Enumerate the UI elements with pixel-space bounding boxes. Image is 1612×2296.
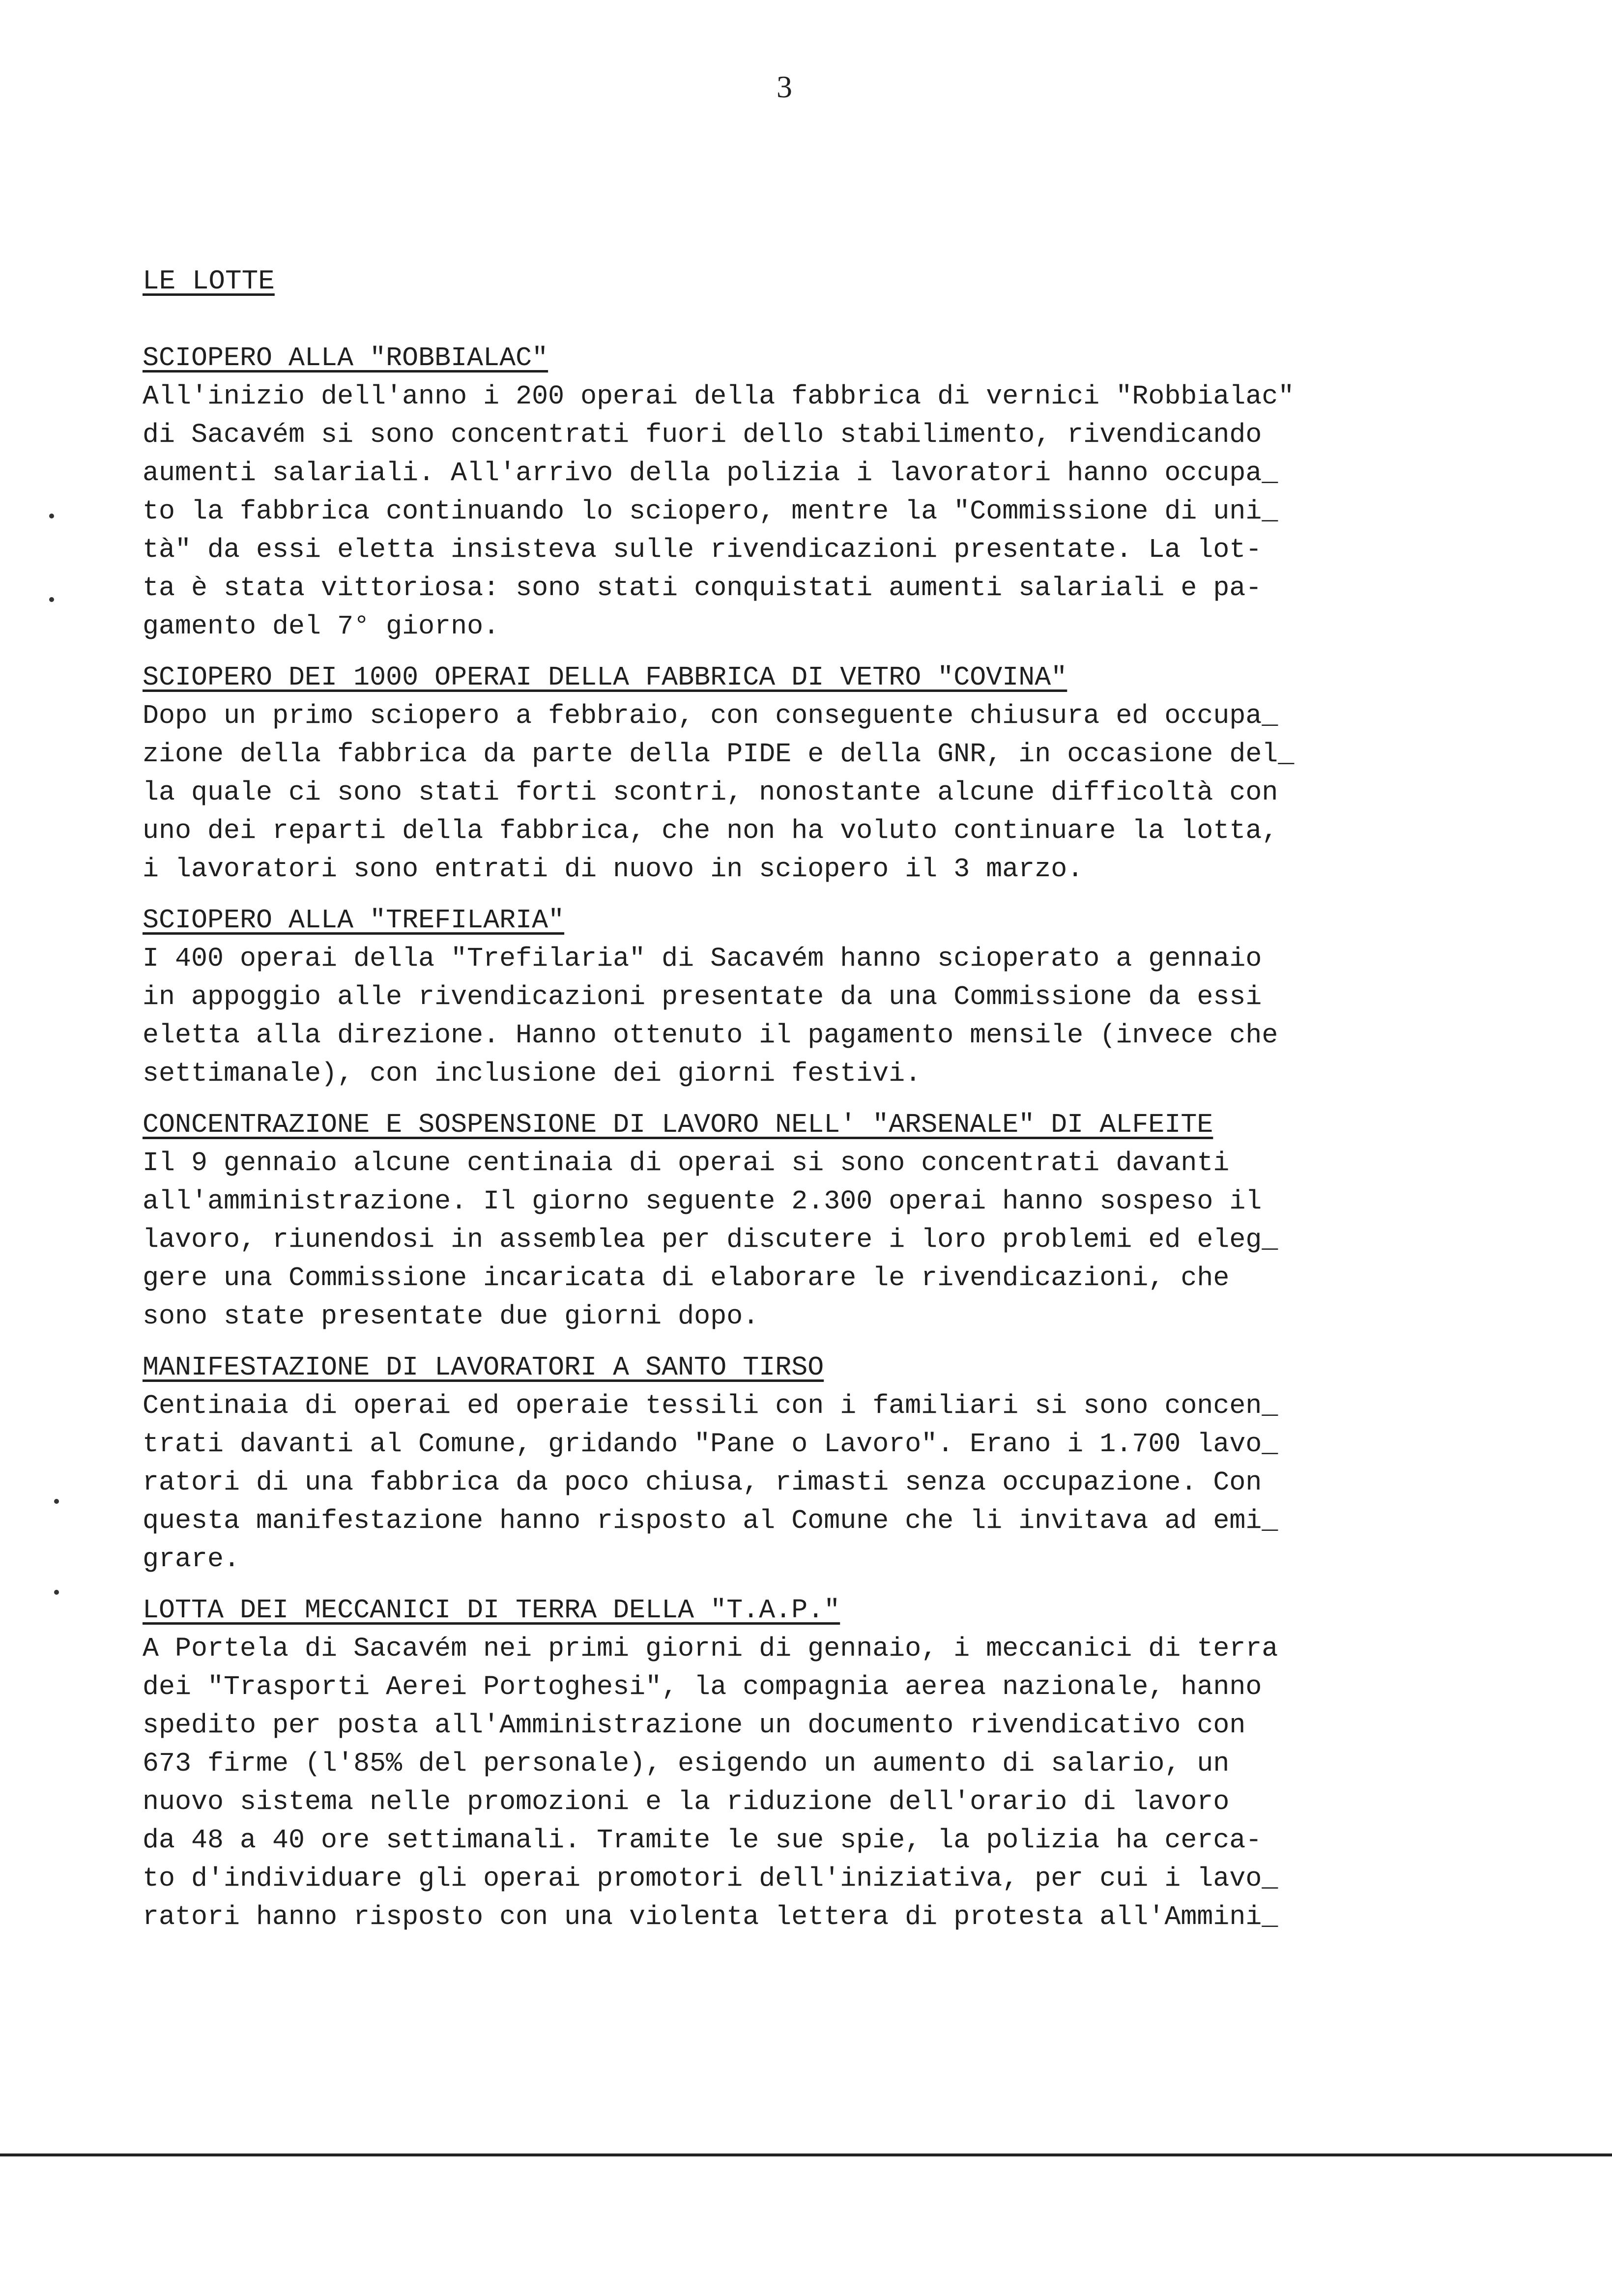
article-line: settimanale), con inclusione dei giorni festivi. bbox=[143, 1058, 921, 1089]
margin-mark bbox=[49, 597, 54, 602]
article-line: ta è stata vittoriosa: sono stati conquistati aumenti salariali e pa- bbox=[143, 573, 1262, 603]
section-header: LE LOTTE bbox=[143, 265, 275, 297]
article-line: lavoro, riunendosi in assemblea per discutere i loro problemi ed eleg_ bbox=[143, 1224, 1278, 1255]
article-title: CONCENTRAZIONE E SOSPENSIONE DI LAVORO NELL' "ARSENALE" DI ALFEITE bbox=[143, 1109, 1213, 1140]
article-line: uno dei reparti della fabbrica, che non ha voluto continuare la lotta, bbox=[143, 815, 1278, 846]
article-line: questa manifestazione hanno risposto al Comune che li invitava ad emi_ bbox=[143, 1505, 1278, 1536]
article-line: spedito per posta all'Amministrazione un documento rivendicativo con bbox=[143, 1710, 1246, 1741]
article-line: dei "Trasporti Aerei Portoghesi", la compagnia aerea nazionale, hanno bbox=[143, 1671, 1262, 1702]
article-line: grare. bbox=[143, 1544, 240, 1575]
article-line: la quale ci sono stati forti scontri, nonostante alcune difficoltà con bbox=[143, 777, 1278, 808]
article-line: sono state presentate due giorni dopo. bbox=[143, 1301, 759, 1332]
article-line: da 48 a 40 ore settimanali. Tramite le sue spie, la polizia ha cerca- bbox=[143, 1825, 1262, 1856]
article-line: i lavoratori sono entrati di nuovo in sciopero il 3 marzo. bbox=[143, 854, 1084, 885]
article-line: in appoggio alle rivendicazioni presentate da una Commissione da essi bbox=[143, 981, 1262, 1012]
article-line: tà" da essi eletta insisteva sulle rivendicazioni presentate. La lot- bbox=[143, 534, 1262, 565]
article-tap bbox=[143, 1591, 1558, 1936]
article-title: LOTTA DEI MECCANICI DI TERRA DELLA "T.A.P." bbox=[143, 1595, 840, 1626]
article-line: 673 firme (l'85% del personale), esigendo un aumento di salario, un bbox=[143, 1748, 1230, 1779]
article-line: I 400 operai della "Trefilaria" di Sacavém hanno scioperato a gennaio bbox=[143, 943, 1262, 974]
article-title: SCIOPERO ALLA "TREFILARIA" bbox=[143, 905, 565, 936]
article-robbialac bbox=[143, 339, 1558, 646]
margin-mark bbox=[54, 1499, 59, 1504]
article-line: all'amministrazione. Il giorno seguente 2.300 operai hanno sospeso il bbox=[143, 1186, 1262, 1217]
article-line: eletta alla direzione. Hanno ottenuto il pagamento mensile (invece che bbox=[143, 1020, 1278, 1051]
article-line: di Sacavém si sono concentrati fuori dello stabilimento, rivendicando bbox=[143, 419, 1262, 450]
article-line: Dopo un primo sciopero a febbraio, con conseguente chiusura ed occupa_ bbox=[143, 700, 1278, 731]
article-line: zione della fabbrica da parte della PIDE e della GNR, in occasione del_ bbox=[143, 739, 1295, 770]
article-trefilaria bbox=[143, 901, 1558, 1093]
article-santo-tirso bbox=[143, 1349, 1558, 1578]
article-covina bbox=[143, 659, 1558, 889]
article-title: MANIFESTAZIONE DI LAVORATORI A SANTO TIRSO bbox=[143, 1352, 824, 1383]
document-body bbox=[143, 339, 1558, 1949]
article-line: Il 9 gennaio alcune centinaia di operai si sono concentrati davanti bbox=[143, 1148, 1230, 1178]
page-number: 3 bbox=[777, 69, 792, 104]
article-line: to d'individuare gli operai promotori dell'iniziativa, per cui i lavo_ bbox=[143, 1863, 1278, 1894]
article-line: ratori di una fabbrica da poco chiusa, rimasti senza occupazione. Con bbox=[143, 1467, 1262, 1498]
bottom-rule bbox=[0, 2153, 1612, 2156]
margin-mark bbox=[54, 1590, 59, 1595]
article-line: trati davanti al Comune, gridando "Pane o Lavoro". Erano i 1.700 lavo_ bbox=[143, 1429, 1278, 1460]
article-arsenale bbox=[143, 1106, 1558, 1336]
article-title: SCIOPERO DEI 1000 OPERAI DELLA FABBRICA DI VETRO "COVINA" bbox=[143, 662, 1067, 693]
article-line: to la fabbrica continuando lo sciopero, mentre la "Commissione di uni_ bbox=[143, 496, 1278, 527]
article-line: A Portela di Sacavém nei primi giorni di gennaio, i meccanici di terra bbox=[143, 1633, 1278, 1664]
article-line: All'inizio dell'anno i 200 operai della fabbrica di vernici "Robbialac" bbox=[143, 381, 1295, 412]
article-line: Centinaia di operai ed operaie tessili con i familiari si sono concen_ bbox=[143, 1390, 1278, 1421]
article-line: aumenti salariali. All'arrivo della polizia i lavoratori hanno occupa_ bbox=[143, 458, 1278, 488]
article-line: gamento del 7° giorno. bbox=[143, 611, 500, 642]
article-line: ratori hanno risposto con una violenta lettera di protesta all'Ammini_ bbox=[143, 1901, 1278, 1932]
article-title: SCIOPERO ALLA "ROBBIALAC" bbox=[143, 343, 548, 373]
article-line: nuovo sistema nelle promozioni e la riduzione dell'orario di lavoro bbox=[143, 1786, 1230, 1817]
margin-mark bbox=[49, 514, 54, 518]
article-line: gere una Commissione incaricata di elaborare le rivendicazioni, che bbox=[143, 1263, 1230, 1293]
